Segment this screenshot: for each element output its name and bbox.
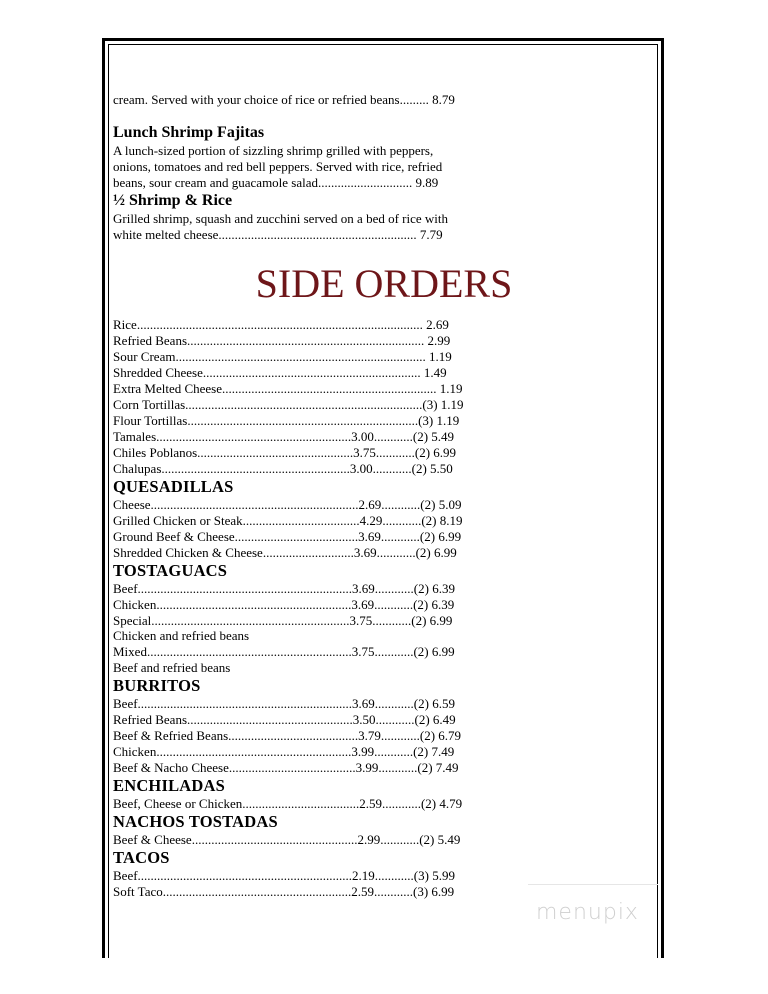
menu-item-line: Ground Beef & Cheese......................................3.69............(2) 6.99	[113, 529, 462, 544]
menu-item-line: Beef & Refried Beans........................................3.79............(2) 6.79	[113, 728, 462, 743]
menu-item-line: Refried Beans...................................................3.50............(2) 6.49	[113, 712, 456, 727]
menu-item-note: Beef and refried beans	[113, 660, 231, 675]
watermark-rule	[528, 884, 658, 885]
menu-item-line: Chiles Poblanos................................................3.75............(2) 6.99	[113, 445, 457, 460]
menu-item-line: Sour Cream............................................................................. 1.19	[113, 349, 452, 364]
menupix-watermark: menupix	[536, 900, 639, 925]
menu-item-line: Chalupas..........................................................3.00............(2) 5.50	[113, 461, 453, 476]
menu-item-line: Cheese................................................................2.69............(2) 5.09	[113, 497, 462, 512]
section-title-tacos: TACOS	[113, 848, 170, 867]
menu-item-line: Chicken............................................................3.69............(2) 6.39	[113, 597, 455, 612]
menu-item-line: Rice........................................................................................ 2.69	[113, 317, 449, 332]
menu-item-line: Mixed...............................................................3.75............(2) 6.99	[113, 644, 455, 659]
menu-item-line: Chicken............................................................3.99............(2) 7.49	[113, 744, 455, 759]
dish-description-line: A lunch-sized portion of sizzling shrimp grilled with peppers,	[113, 143, 434, 158]
dish-description-line: beans, sour cream and guacamole salad............................. 9.89	[113, 175, 439, 190]
section-title-quesadillas: QUESADILLAS	[113, 477, 234, 496]
menu-item-line: Beef & Nacho Cheese.......................................3.99............(2) 7.49	[113, 760, 459, 775]
menu-item-line: Tamales............................................................3.00............(2) 5.49	[113, 429, 455, 444]
section-title-enchiladas: ENCHILADAS	[113, 776, 226, 795]
section-title-burritos: BURRITOS	[113, 676, 201, 695]
menu-item-line: Refried Beans......................................................................... 2.99	[113, 333, 451, 348]
menu-item-line: Special.............................................................3.75............(2) 6.99	[113, 613, 453, 628]
menu-item-line: Extra Melted Cheese.................................................................. 1.19	[113, 381, 463, 396]
side-orders-heading	[0, 262, 768, 306]
menu-item-line: Beef, Cheese or Chicken....................................2.59............(2) 4.79	[113, 796, 463, 811]
menu-item-line: Shredded Cheese................................................................... 1.49	[113, 365, 447, 380]
dish-title-half-shrimp-rice: ½ Shrimp & Rice	[113, 192, 233, 209]
dish-description-line: onions, tomatoes and red bell peppers. Served with rice, refried	[113, 159, 443, 174]
menu-item-line: Beef..................................................................2.19............(3) 5.99	[113, 868, 455, 883]
menu-item-line: Grilled Chicken or Steak....................................4.29............(2) 8.19	[113, 513, 463, 528]
side-orders-heading-text: SIDE ORDERS	[255, 261, 513, 306]
menu-item-line: Flour Tortillas.......................................................................(3) 1.19	[113, 413, 460, 428]
menu-item-line: Shredded Chicken & Cheese............................3.69............(2) 6.99	[113, 545, 457, 560]
menu-item-note: Chicken and refried beans	[113, 628, 250, 643]
menu-item-line: Beef..................................................................3.69............(2) 6.59	[113, 696, 455, 711]
dish-description-line: white melted cheese............................................................. 7.79	[113, 227, 443, 242]
menu-item-line: Beef & Cheese...................................................2.99............(2) 5.49	[113, 832, 461, 847]
menu-item-line: Corn Tortillas.........................................................................(3) 1.19	[113, 397, 464, 412]
dish-title-lunch-shrimp-fajitas: Lunch Shrimp Fajitas	[113, 124, 265, 141]
menu-item-line: Soft Taco..........................................................2.59............(3) 6.99	[113, 884, 455, 899]
menu-item-line: Beef..................................................................3.69............(2) 6.39	[113, 581, 455, 596]
section-title-nachos-tostadas: NACHOS TOSTADAS	[113, 812, 278, 831]
dish-description-line: Grilled shrimp, squash and zucchini served on a bed of rice with	[113, 211, 449, 226]
section-title-tostaguacs: TOSTAGUACS	[113, 561, 228, 580]
continued-description-line: cream. Served with your choice of rice or refried beans......... 8.79	[113, 92, 455, 107]
